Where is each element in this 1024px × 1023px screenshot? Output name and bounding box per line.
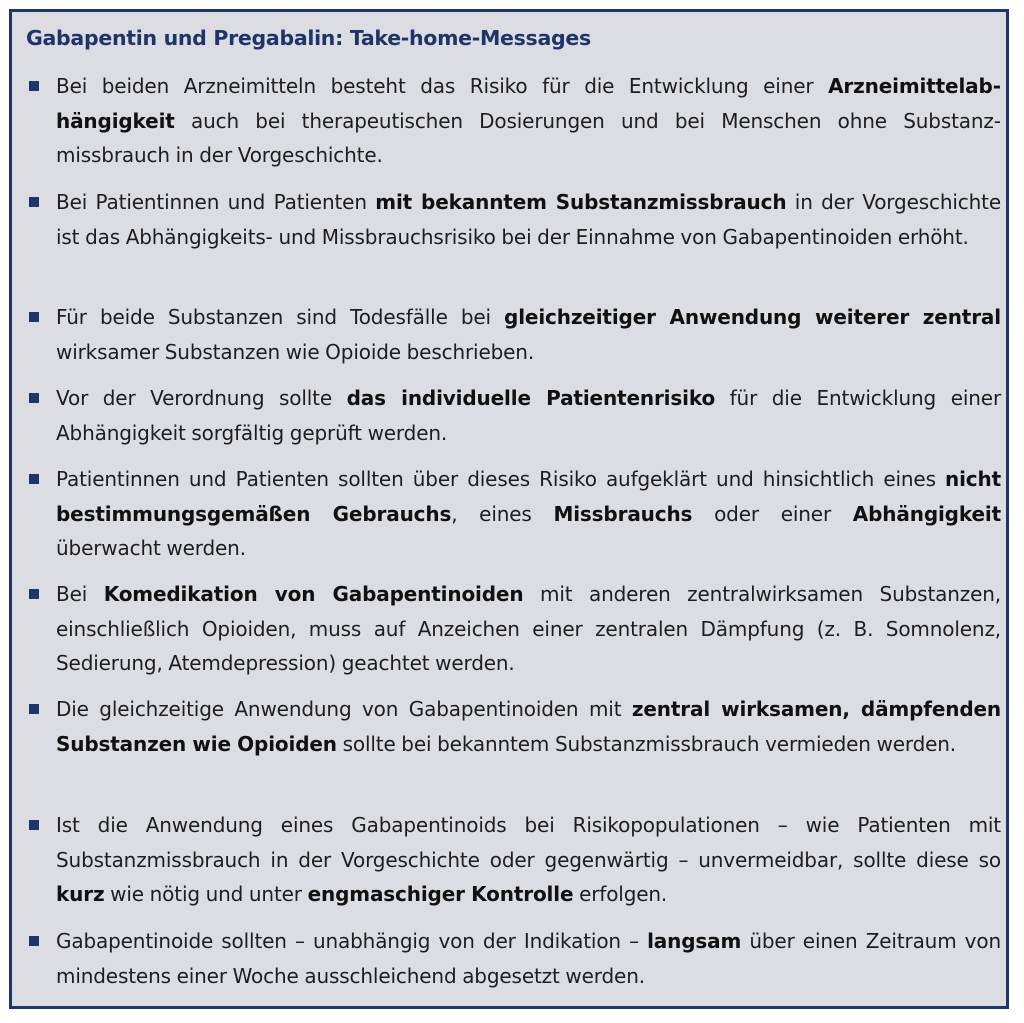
square-bullet-icon	[29, 393, 39, 403]
square-bullet-icon	[29, 820, 39, 830]
body-text: mit anderen zentralwirksamen Substanzen, einschließlich Opioiden, muss auf Anzeichen einer zentralen Dämpfung (z. B. Somnolenz, Sedierung, Atemdepression) geachtet werden.	[56, 582, 1001, 675]
list-item-text	[56, 185, 1001, 254]
emphasis-text: Missbrauchs	[553, 501, 693, 526]
body-text: Die gleichzeitige Anwendung von Gabapentinoiden mit	[56, 697, 632, 721]
body-text: über einen Zeitraum von mindestens einer Woche ausschleichend abgesetzt werden.	[56, 929, 1001, 988]
square-bullet-icon	[29, 474, 39, 484]
list-item-text	[56, 69, 1001, 173]
emphasis-text: langsam	[647, 929, 742, 953]
emphasis-text: zentral wirksamen, dämpfenden Substanzen wie Opioiden	[56, 697, 1001, 756]
body-text: Vor der Verordnung sollte	[56, 386, 347, 410]
body-text: auch bei therapeutischen Dosierungen und bei Menschen ohne Substanzmissbrauch in der Vorgeschichte.	[56, 108, 1001, 167]
list-item-text	[56, 577, 1001, 681]
body-text: Für beide Substanzen sind Todesfälle bei	[56, 305, 505, 329]
emphasis-text: kurz	[56, 882, 105, 906]
emphasis-text: gleichzeitiger Anwendung weiterer zentral	[504, 305, 1001, 329]
body-text: überwacht werden.	[56, 536, 246, 560]
body-text: sollte bei bekanntem Substanzmissbrauch vermieden werden.	[336, 731, 957, 756]
emphasis-text: Komedikation von Gabapentinoiden	[103, 582, 524, 606]
square-bullet-icon	[29, 197, 39, 207]
emphasis-text: engmaschiger Kontrolle	[307, 882, 574, 906]
list-item-text	[56, 381, 1001, 450]
square-bullet-icon	[29, 81, 39, 91]
emphasis-text: nicht bestimmungsgemäßen Gebrauchs	[56, 467, 1001, 526]
square-bullet-icon	[29, 312, 39, 322]
body-text: Patientinnen und Patienten sollten über dieses Risiko aufgeklärt und hinsichtlich eines	[56, 467, 945, 491]
info-box	[9, 9, 1009, 1009]
emphasis-text: Abhängigkeit	[852, 501, 1001, 526]
square-bullet-icon	[29, 704, 39, 714]
list-item-text	[56, 300, 1001, 369]
list-item-text	[56, 692, 1001, 761]
body-text: , eines	[451, 501, 554, 526]
box-title: Gabapentin und Pregabalin: Take-home-Messages	[26, 26, 591, 50]
body-text: für die Entwicklung einer Abhängigkeit sorgfältig geprüft werden.	[56, 386, 1002, 445]
square-bullet-icon	[29, 589, 39, 599]
list-item-text	[56, 924, 1001, 993]
square-bullet-icon	[29, 936, 39, 946]
emphasis-text: Arzneimittelabhängigkeit	[56, 74, 1001, 133]
body-text: Bei	[56, 582, 104, 606]
list-item-text	[56, 462, 1001, 566]
emphasis-text: das individuelle Patientenrisiko	[346, 386, 716, 410]
body-text: wirksamer Substanzen wie Opioide beschrieben.	[56, 339, 535, 364]
body-text: erfolgen.	[573, 882, 668, 906]
list-item-text	[56, 808, 1001, 912]
body-text: Bei beiden Arzneimitteln besteht das Risiko für die Entwicklung einer	[56, 74, 829, 98]
body-text: wie nötig und unter	[104, 882, 308, 906]
body-text: Bei Patientinnen und Patienten	[56, 190, 376, 214]
body-text: Gabapentinoide sollten – unabhängig von der Indikation –	[56, 929, 648, 953]
body-text: in der Vorgeschichte ist das Abhängigkeits- und Missbrauchsrisiko bei der Einnahme von Gabapentinoiden erhöht.	[56, 190, 1001, 249]
take-home-list	[12, 12, 1006, 1006]
body-text: oder einer	[692, 501, 853, 526]
emphasis-text: mit bekanntem Substanzmissbrauch	[375, 190, 787, 214]
body-text: Ist die Anwendung eines Gabapentinoids bei Risikopopulationen – wie Patienten mit Substanzmissbrauch in der Vorgeschichte oder gegenwärtig – unvermeidbar, sollte diese so	[56, 813, 1001, 872]
